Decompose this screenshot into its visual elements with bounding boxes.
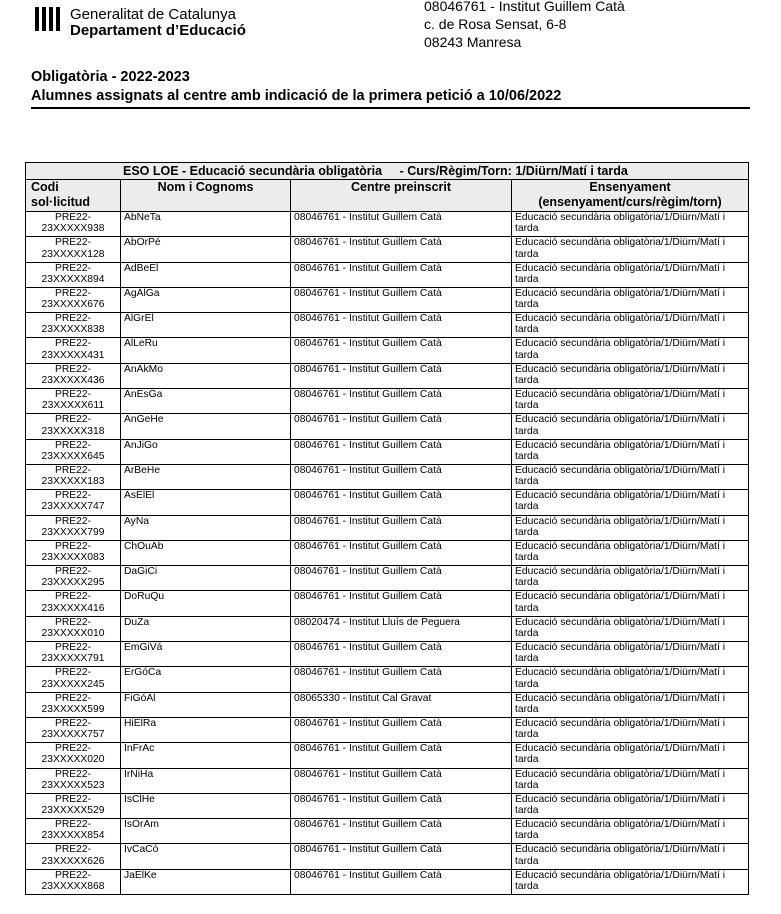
- org-line-1: Generalitat de Catalunya: [70, 6, 236, 23]
- col-header-teaching-line-1: Ensenyament: [589, 180, 671, 194]
- request-code-line-2: 23XXXXX645: [41, 450, 105, 462]
- table-row: [26, 717, 749, 742]
- address-line-3: 08243 Manresa: [424, 34, 522, 50]
- table-row: [26, 844, 749, 869]
- request-code-cell: [26, 287, 121, 312]
- preregistered-centre: 08046761 - Institut Guillem Catà: [291, 313, 512, 338]
- request-code-line-2: 23XXXXX599: [41, 703, 105, 715]
- preregistered-centre: 08046761 - Institut Guillem Catà: [291, 439, 512, 464]
- preregistered-centre: 08065330 - Institut Cal Gravat: [291, 692, 512, 717]
- col-header-code-line-2: sol·licitud: [31, 195, 91, 209]
- request-code-line-2: 23XXXXX431: [41, 349, 105, 361]
- table-row: [26, 439, 749, 464]
- student-name: IrNiHa: [121, 768, 291, 793]
- title-line-1: Obligatòria - 2022-2023: [31, 69, 190, 85]
- teaching-cell: Educació secundària obligatòria/1/Diürn/Matí i tarda: [512, 819, 749, 844]
- request-code-line-2: 23XXXXX010: [41, 627, 105, 639]
- teaching-cell: Educació secundària obligatòria/1/Diürn/Matí i tarda: [512, 313, 749, 338]
- teaching-cell: Educació secundària obligatòria/1/Diürn/Matí i tarda: [512, 642, 749, 667]
- teaching-cell: Educació secundària obligatòria/1/Diürn/Matí i tarda: [512, 490, 749, 515]
- generalitat-logo: [34, 6, 62, 32]
- student-name: IsClHe: [121, 793, 291, 818]
- request-code-cell: [26, 768, 121, 793]
- preregistered-centre: 08046761 - Institut Guillem Catà: [291, 869, 512, 894]
- request-code-line-2: 23XXXXX416: [41, 602, 105, 614]
- student-name: AsElEl: [121, 490, 291, 515]
- table-row: [26, 768, 749, 793]
- table-row: [26, 793, 749, 818]
- request-code-line-1: PRE22-: [54, 515, 92, 527]
- table-row: [26, 819, 749, 844]
- student-name: AnAkMo: [121, 363, 291, 388]
- preregistered-centre: 08046761 - Institut Guillem Catà: [291, 793, 512, 818]
- teaching-cell: Educació secundària obligatòria/1/Diürn/Matí i tarda: [512, 287, 749, 312]
- student-name: FiGóAl: [121, 692, 291, 717]
- table-row: [26, 692, 749, 717]
- table-row: [26, 642, 749, 667]
- banner-teaching: ESO LOE - Educació secundària obligatòria: [123, 163, 383, 178]
- col-header-teaching-line-2: (ensenyament/curs/règim/torn): [538, 195, 722, 209]
- request-code-line-2: 23XXXXX938: [41, 223, 105, 235]
- request-code-cell: [26, 389, 121, 414]
- table-row: [26, 743, 749, 768]
- teaching-cell: Educació secundària obligatòria/1/Diürn/Matí i tarda: [512, 363, 749, 388]
- students-table: [25, 162, 749, 895]
- teaching-cell: Educació secundària obligatòria/1/Diürn/Matí i tarda: [512, 743, 749, 768]
- request-code-line-1: PRE22-: [54, 414, 92, 426]
- col-header-code: [26, 180, 121, 212]
- request-code-cell: [26, 338, 121, 363]
- student-name: JaElKe: [121, 869, 291, 894]
- request-code-cell: [26, 793, 121, 818]
- request-code-line-1: PRE22-: [54, 566, 92, 578]
- student-name: AlGrEl: [121, 313, 291, 338]
- student-name: AnJiGo: [121, 439, 291, 464]
- request-code-cell: [26, 439, 121, 464]
- teaching-cell: Educació secundària obligatòria/1/Diürn/Matí i tarda: [512, 262, 749, 287]
- teaching-cell: Educació secundària obligatòria/1/Diürn/Matí i tarda: [512, 869, 749, 894]
- preregistered-centre: 08046761 - Institut Guillem Catà: [291, 237, 512, 262]
- teaching-cell: Educació secundària obligatòria/1/Diürn/Matí i tarda: [512, 540, 749, 565]
- student-name: ÀnEsGa: [121, 389, 291, 414]
- table-row: [26, 591, 749, 616]
- table-row: [26, 287, 749, 312]
- teaching-cell: Educació secundària obligatòria/1/Diürn/Matí i tarda: [512, 338, 749, 363]
- table-row: [26, 515, 749, 540]
- request-code-line-2: 23XXXXX245: [41, 678, 105, 690]
- student-name: InFrAc: [121, 743, 291, 768]
- col-header-centre: Centre preinscrit: [291, 180, 512, 212]
- student-name: ErGóCa: [121, 667, 291, 692]
- request-code-line-1: PRE22-: [54, 591, 92, 603]
- table-row: [26, 363, 749, 388]
- request-code-cell: [26, 616, 121, 641]
- student-name: AnGeHe: [121, 414, 291, 439]
- teaching-cell: Educació secundària obligatòria/1/Diürn/Matí i tarda: [512, 515, 749, 540]
- request-code-line-1: PRE22-: [54, 743, 92, 755]
- request-code-cell: [26, 313, 121, 338]
- preregistered-centre: 08046761 - Institut Guillem Catà: [291, 642, 512, 667]
- request-code-cell: [26, 262, 121, 287]
- student-name: DaGiCi: [121, 566, 291, 591]
- request-code-line-2: 23XXXXX318: [41, 425, 105, 437]
- table-row: [26, 616, 749, 641]
- request-code-cell: [26, 692, 121, 717]
- organization-name: [70, 7, 246, 39]
- request-code-line-2: 23XXXXX626: [41, 855, 105, 867]
- request-code-cell: [26, 414, 121, 439]
- table-row: [26, 237, 749, 262]
- generalitat-logo-icon: [34, 6, 62, 32]
- teaching-cell: Educació secundària obligatòria/1/Diürn/Matí i tarda: [512, 591, 749, 616]
- col-header-name: Nom i Cognoms: [121, 180, 291, 212]
- teaching-cell: Educació secundària obligatòria/1/Diürn/Matí i tarda: [512, 793, 749, 818]
- preregistered-centre: 08046761 - Institut Guillem Catà: [291, 389, 512, 414]
- teaching-cell: Educació secundària obligatòria/1/Diürn/Matí i tarda: [512, 566, 749, 591]
- student-name: AdBeEl: [121, 262, 291, 287]
- request-code-line-2: 23XXXXX747: [41, 501, 105, 513]
- request-code-cell: [26, 464, 121, 489]
- banner-course: - Curs/Règim/Torn: 1/Diürn/Matí i tarda: [399, 163, 628, 178]
- request-code-cell: [26, 591, 121, 616]
- org-line-2: Departament d’Educació: [70, 22, 246, 39]
- request-code-cell: [26, 237, 121, 262]
- request-code-line-2: 23XXXXX295: [41, 577, 105, 589]
- student-name: AbNeTa: [121, 212, 291, 237]
- request-code-line-1: PRE22-: [54, 338, 92, 350]
- teaching-cell: Educació secundària obligatòria/1/Diürn/Matí i tarda: [512, 717, 749, 742]
- preregistered-centre: 08046761 - Institut Guillem Catà: [291, 338, 512, 363]
- preregistered-centre: 08046761 - Institut Guillem Catà: [291, 287, 512, 312]
- student-name: AyNa: [121, 515, 291, 540]
- request-code-cell: [26, 642, 121, 667]
- request-code-line-1: PRE22-: [54, 262, 92, 274]
- request-code-line-1: PRE22-: [54, 642, 92, 654]
- request-code-line-1: PRE22-: [54, 616, 92, 628]
- student-name: DuZa: [121, 616, 291, 641]
- request-code-line-1: PRE22-: [54, 237, 92, 249]
- preregistered-centre: 08046761 - Institut Guillem Catà: [291, 667, 512, 692]
- request-code-line-2: 23XXXXX611: [41, 400, 105, 412]
- col-header-teaching: [512, 180, 749, 212]
- request-code-line-1: PRE22-: [54, 717, 92, 729]
- table-row: [26, 338, 749, 363]
- request-code-line-2: 23XXXXX799: [41, 526, 105, 538]
- table-body: [26, 212, 749, 895]
- student-name: IvCaCó: [121, 844, 291, 869]
- request-code-line-2: 23XXXXX529: [41, 805, 105, 817]
- table-row: [26, 389, 749, 414]
- request-code-line-1: PRE22-: [54, 389, 92, 401]
- teaching-cell: Educació secundària obligatòria/1/Diürn/Matí i tarda: [512, 844, 749, 869]
- request-code-line-2: 23XXXXX523: [41, 779, 105, 791]
- teaching-cell: Educació secundària obligatòria/1/Diürn/Matí i tarda: [512, 768, 749, 793]
- request-code-line-1: PRE22-: [54, 212, 92, 223]
- request-code-cell: [26, 869, 121, 894]
- request-code-line-2: 23XXXXX868: [41, 880, 105, 892]
- teaching-cell: Educació secundària obligatòria/1/Diürn/Matí i tarda: [512, 692, 749, 717]
- table-row: [26, 869, 749, 894]
- teaching-cell: Educació secundària obligatòria/1/Diürn/Matí i tarda: [512, 439, 749, 464]
- request-code-line-2: 23XXXXX791: [41, 653, 105, 665]
- request-code-line-2: 23XXXXX676: [41, 299, 105, 311]
- teaching-cell: Educació secundària obligatòria/1/Diürn/Matí i tarda: [512, 212, 749, 237]
- request-code-cell: [26, 490, 121, 515]
- table-row: [26, 566, 749, 591]
- preregistered-centre: 08046761 - Institut Guillem Catà: [291, 414, 512, 439]
- request-code-line-1: PRE22-: [54, 869, 92, 881]
- centre-address: [424, 0, 625, 51]
- request-code-line-1: PRE22-: [54, 819, 92, 831]
- request-code-line-2: 23XXXXX757: [41, 729, 105, 741]
- preregistered-centre: 08046761 - Institut Guillem Catà: [291, 540, 512, 565]
- teaching-cell: Educació secundària obligatòria/1/Diürn/Matí i tarda: [512, 389, 749, 414]
- request-code-line-1: PRE22-: [54, 844, 92, 856]
- table-row: [26, 464, 749, 489]
- request-code-cell: [26, 819, 121, 844]
- request-code-cell: [26, 363, 121, 388]
- preregistered-centre: 08020474 - Institut Lluís de Peguera: [291, 616, 512, 641]
- request-code-line-2: 23XXXXX854: [41, 830, 105, 842]
- address-line-2: c. de Rosa Sensat, 6-8: [424, 16, 567, 32]
- table-row: [26, 313, 749, 338]
- preregistered-centre: 08046761 - Institut Guillem Catà: [291, 212, 512, 237]
- preregistered-centre: 08046761 - Institut Guillem Catà: [291, 363, 512, 388]
- request-code-cell: [26, 212, 121, 237]
- request-code-line-1: PRE22-: [54, 287, 92, 299]
- request-code-line-1: PRE22-: [54, 793, 92, 805]
- table-row: [26, 212, 749, 237]
- student-name: AlLeRu: [121, 338, 291, 363]
- table-row: [26, 414, 749, 439]
- title-line-2: Alumnes assignats al centre amb indicació de la primera petició a 10/06/2022: [31, 88, 562, 104]
- table-row: [26, 262, 749, 287]
- request-code-line-1: PRE22-: [54, 464, 92, 476]
- teaching-cell: Educació secundària obligatòria/1/Diürn/Matí i tarda: [512, 414, 749, 439]
- request-code-line-1: PRE22-: [54, 363, 92, 375]
- request-code-cell: [26, 566, 121, 591]
- preregistered-centre: 08046761 - Institut Guillem Catà: [291, 819, 512, 844]
- teaching-cell: Educació secundària obligatòria/1/Diürn/Matí i tarda: [512, 464, 749, 489]
- document-title: [31, 68, 750, 109]
- preregistered-centre: 08046761 - Institut Guillem Catà: [291, 591, 512, 616]
- request-code-cell: [26, 844, 121, 869]
- student-name: ChOuAb: [121, 540, 291, 565]
- table-row: [26, 490, 749, 515]
- request-code-line-2: 23XXXXX183: [41, 476, 105, 488]
- student-name: ArBeHe: [121, 464, 291, 489]
- request-code-cell: [26, 717, 121, 742]
- preregistered-centre: 08046761 - Institut Guillem Catà: [291, 743, 512, 768]
- request-code-line-1: PRE22-: [54, 768, 92, 780]
- preregistered-centre: 08046761 - Institut Guillem Catà: [291, 717, 512, 742]
- table-row: [26, 540, 749, 565]
- request-code-cell: [26, 515, 121, 540]
- request-code-line-2: 23XXXXX083: [41, 552, 105, 564]
- preregistered-centre: 08046761 - Institut Guillem Catà: [291, 490, 512, 515]
- preregistered-centre: 08046761 - Institut Guillem Catà: [291, 844, 512, 869]
- table-row: [26, 667, 749, 692]
- student-name: HiElRa: [121, 717, 291, 742]
- request-code-line-2: 23XXXXX436: [41, 374, 105, 386]
- request-code-line-2: 23XXXXX838: [41, 324, 105, 336]
- request-code-cell: [26, 540, 121, 565]
- request-code-line-1: PRE22-: [54, 692, 92, 704]
- student-name: IsOrAm: [121, 819, 291, 844]
- address-line-1: 08046761 - Institut Guillem Catà: [424, 0, 625, 14]
- request-code-line-2: 23XXXXX020: [41, 754, 105, 766]
- preregistered-centre: 08046761 - Institut Guillem Catà: [291, 262, 512, 287]
- student-name: DoRuQu: [121, 591, 291, 616]
- request-code-line-1: PRE22-: [54, 540, 92, 552]
- request-code-line-1: PRE22-: [54, 439, 92, 451]
- request-code-line-2: 23XXXXX128: [41, 248, 105, 260]
- teaching-cell: Educació secundària obligatòria/1/Diürn/Matí i tarda: [512, 237, 749, 262]
- preregistered-centre: 08046761 - Institut Guillem Catà: [291, 566, 512, 591]
- table-banner: [26, 163, 749, 180]
- student-name: AgÁlGa: [121, 287, 291, 312]
- preregistered-centre: 08046761 - Institut Guillem Catà: [291, 464, 512, 489]
- request-code-line-1: PRE22-: [54, 313, 92, 325]
- student-name: AbOrPé: [121, 237, 291, 262]
- preregistered-centre: 08046761 - Institut Guillem Catà: [291, 515, 512, 540]
- teaching-cell: Educació secundària obligatòria/1/Diürn/Matí i tarda: [512, 616, 749, 641]
- request-code-line-1: PRE22-: [54, 667, 92, 679]
- request-code-cell: [26, 667, 121, 692]
- request-code-line-2: 23XXXXX894: [41, 273, 105, 285]
- request-code-line-1: PRE22-: [54, 490, 92, 502]
- teaching-cell: Educació secundària obligatòria/1/Diürn/Matí i tarda: [512, 667, 749, 692]
- preregistered-centre: 08046761 - Institut Guillem Catà: [291, 768, 512, 793]
- request-code-cell: [26, 743, 121, 768]
- col-header-code-line-1: Codi: [31, 180, 59, 194]
- student-name: EmGiVá: [121, 642, 291, 667]
